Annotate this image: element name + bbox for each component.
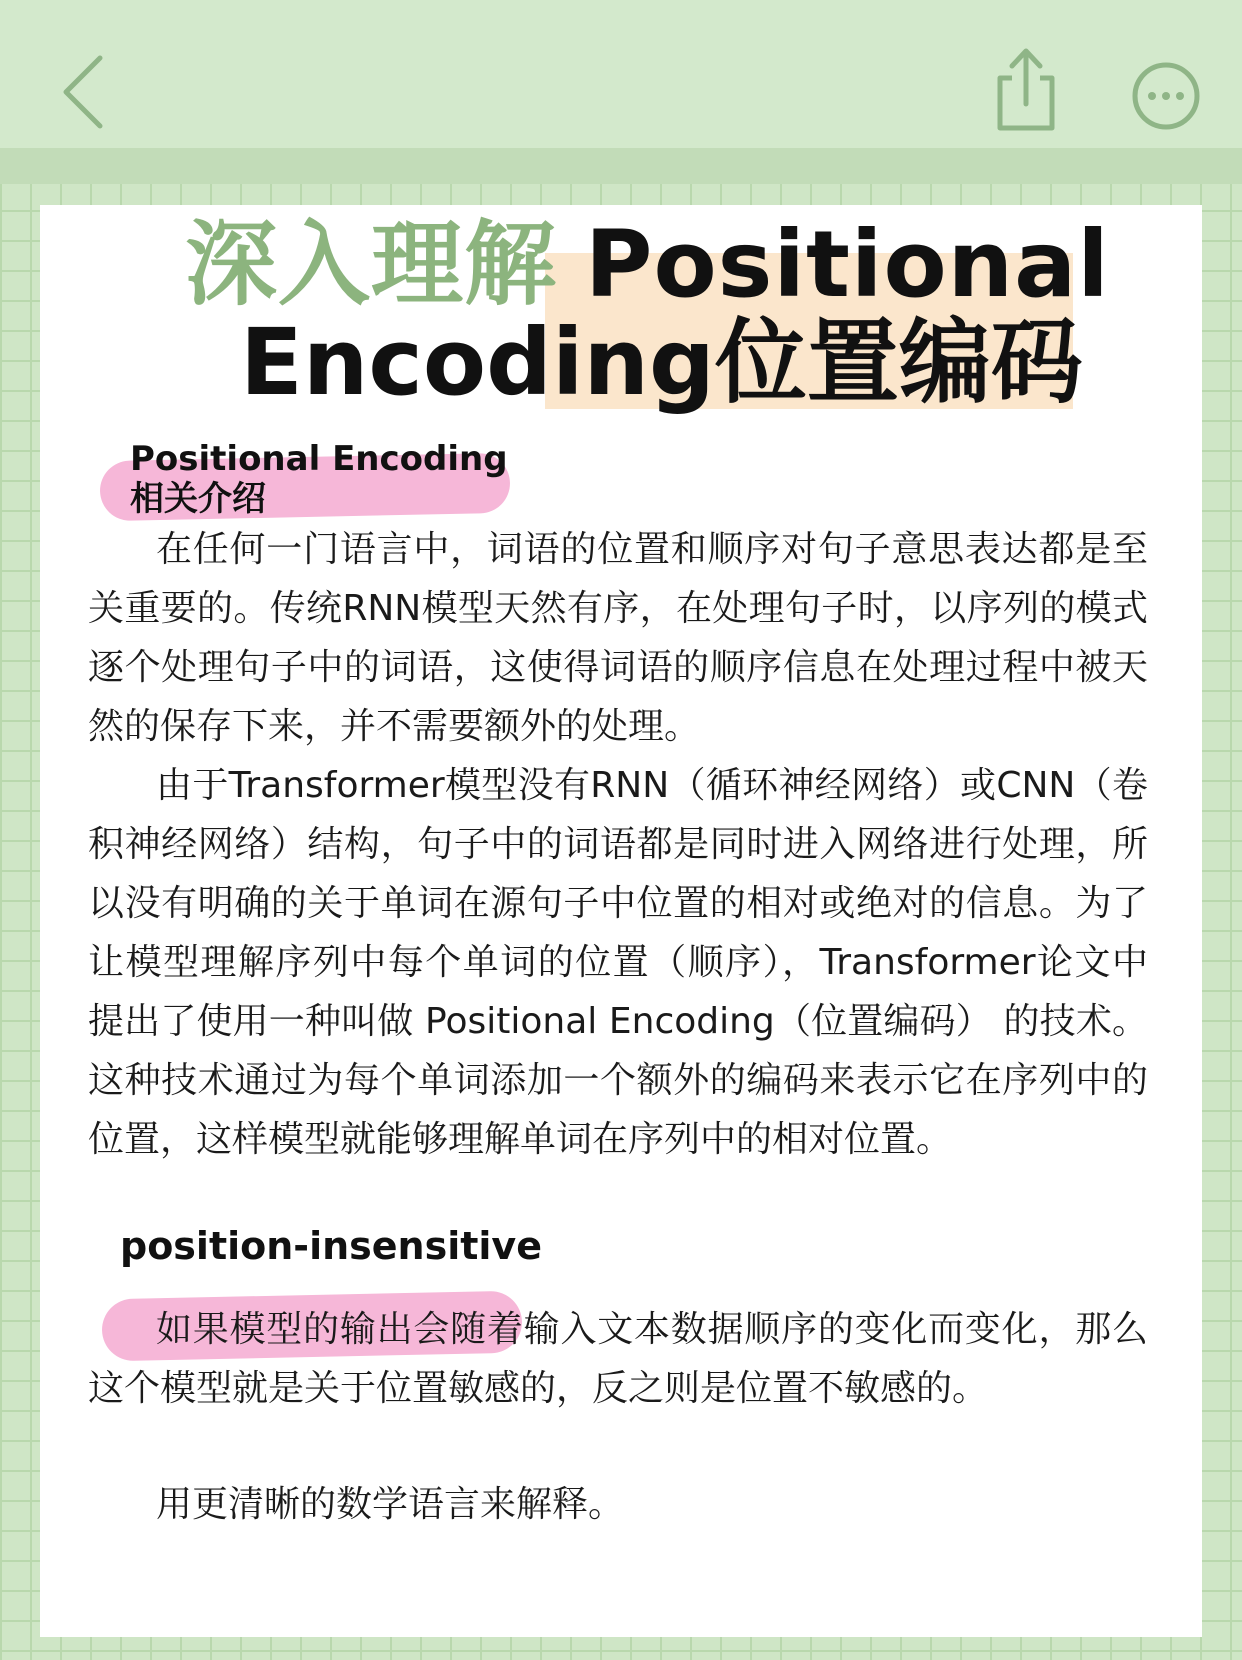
intro-paragraph-2: 由于Transformer模型没有RNN（循环神经网络）或CNN（卷积神经网络）结构，句子中的词语都是同时进入网络进行处理，所以没有明确的关于单词在源句子中位置的相对或绝对的信息。为了让模型理解序列中每个单词的位置（顺序），Transformer论文中提出了使用一种叫做 Positional Encoding（位置编码） 的技术。这种技术通过为每个单词添加一个额外的编码来表示它在序列中的位置，这样模型就能够理解单词在序列中的相对位置。 [88, 765, 1148, 1160]
chevron-left-icon[interactable] [56, 52, 116, 132]
insensitive-paragraph-1: 如果模型的输出会随着输入文本数据顺序的变化而变化，那么这个模型就是关于位置敏感的，反之则是位置不敏感的。 [88, 1309, 1148, 1409]
section-tag-intro [130, 439, 508, 519]
intro-paragraph-1: 在任何一门语言中，词语的位置和顺序对句子意思表达都是至关重要的。传统RNN模型天然有序，在处理句子时，以序列的模式逐个处理句子中的词语，这使得词语的顺序信息在处理过程中被天然的保存下来，并不需要额外的处理。 [88, 529, 1148, 747]
share-icon[interactable] [996, 46, 1056, 132]
more-options-icon[interactable] [1130, 60, 1202, 132]
title-line-1 [185, 213, 1185, 317]
section-tag-insensitive: position-insensitive [120, 1224, 542, 1268]
top-navigation-bar [0, 0, 1242, 184]
content-card [40, 205, 1202, 1637]
title-green-text: 深入理解 [185, 211, 558, 318]
section-tag-intro-line2: 相关介绍 [130, 479, 266, 519]
section-tag-intro-line1: Positional Encoding [130, 439, 508, 479]
insensitive-paragraph-2: 用更清晰的数学语言来解释。 [156, 1484, 625, 1525]
title-black-text: Positional [585, 211, 1110, 318]
title-line-2: Encoding位置编码 [240, 309, 1083, 416]
page-title [40, 213, 1202, 423]
